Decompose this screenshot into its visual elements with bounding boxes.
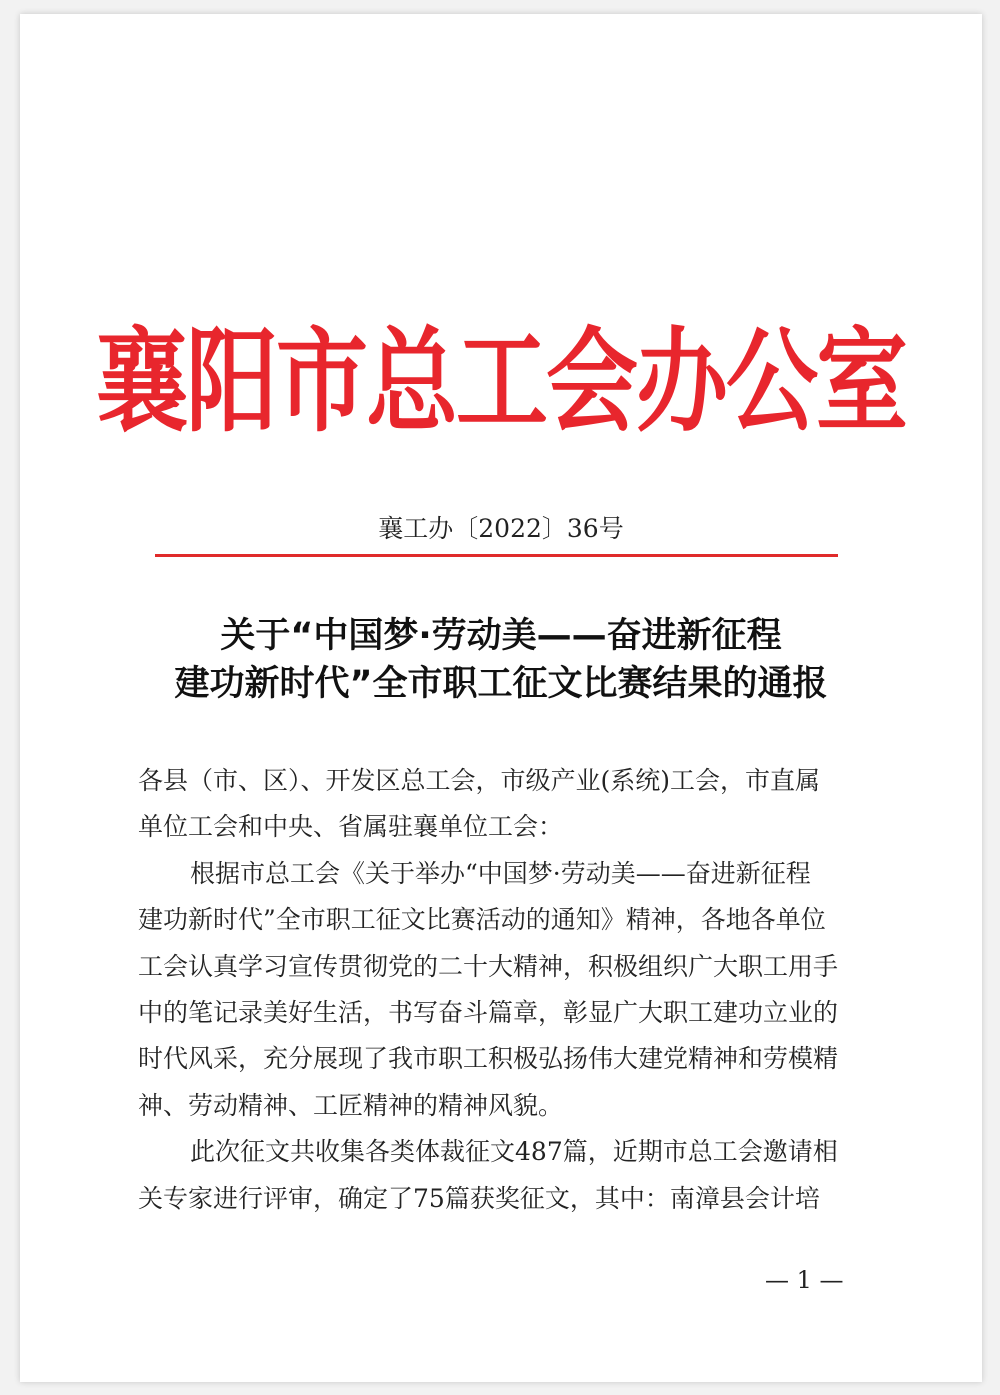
issuer-header: 襄阳市总工会办公室 (95, 315, 906, 448)
body-line: 神、劳动精神、工匠精神的精神风貌。 (138, 1090, 564, 1120)
page-number: — 1 — (765, 1266, 844, 1294)
body-line: 根据市总工会《关于举办“中国梦·劳动美——奋进新征程 (190, 858, 811, 888)
body-line: 建功新时代”全市职工征文比赛活动的通知》精神，各地各单位 (138, 905, 826, 935)
document-number: 襄工办〔2022〕36号 (378, 514, 624, 543)
body-line: 关专家进行评审，确定了75篇获奖征文，其中：南漳县会计培 (138, 1183, 820, 1213)
body-line-addressee-1: 各县（市、区）、开发区总工会，市级产业(系统)工会，市直属 (138, 766, 821, 795)
document-page (20, 14, 982, 1382)
red-divider-line (155, 554, 838, 557)
body-line: 工会认真学习宣传贯彻党的二十大精神，积极组织广大职工用手 (138, 951, 839, 981)
title-line-1: 关于“中国梦·劳动美——奋进新征程 (220, 616, 782, 656)
document-body (138, 758, 870, 1222)
body-line-addressee-2: 单位工会和中央、省属驻襄单位工会： (138, 812, 564, 842)
title-line-2: 建功新时代”全市职工征文比赛结果的通报 (174, 664, 828, 704)
body-line: 时代风采，充分展现了我市职工积极弘扬伟大建党精神和劳模精 (138, 1044, 839, 1074)
body-line: 此次征文共收集各类体裁征文487篇，近期市总工会邀请相 (190, 1137, 838, 1167)
document-title (20, 612, 982, 708)
body-line: 中的笔记录美好生活，书写奋斗篇章，彰显广大职工建功立业的 (138, 997, 839, 1027)
